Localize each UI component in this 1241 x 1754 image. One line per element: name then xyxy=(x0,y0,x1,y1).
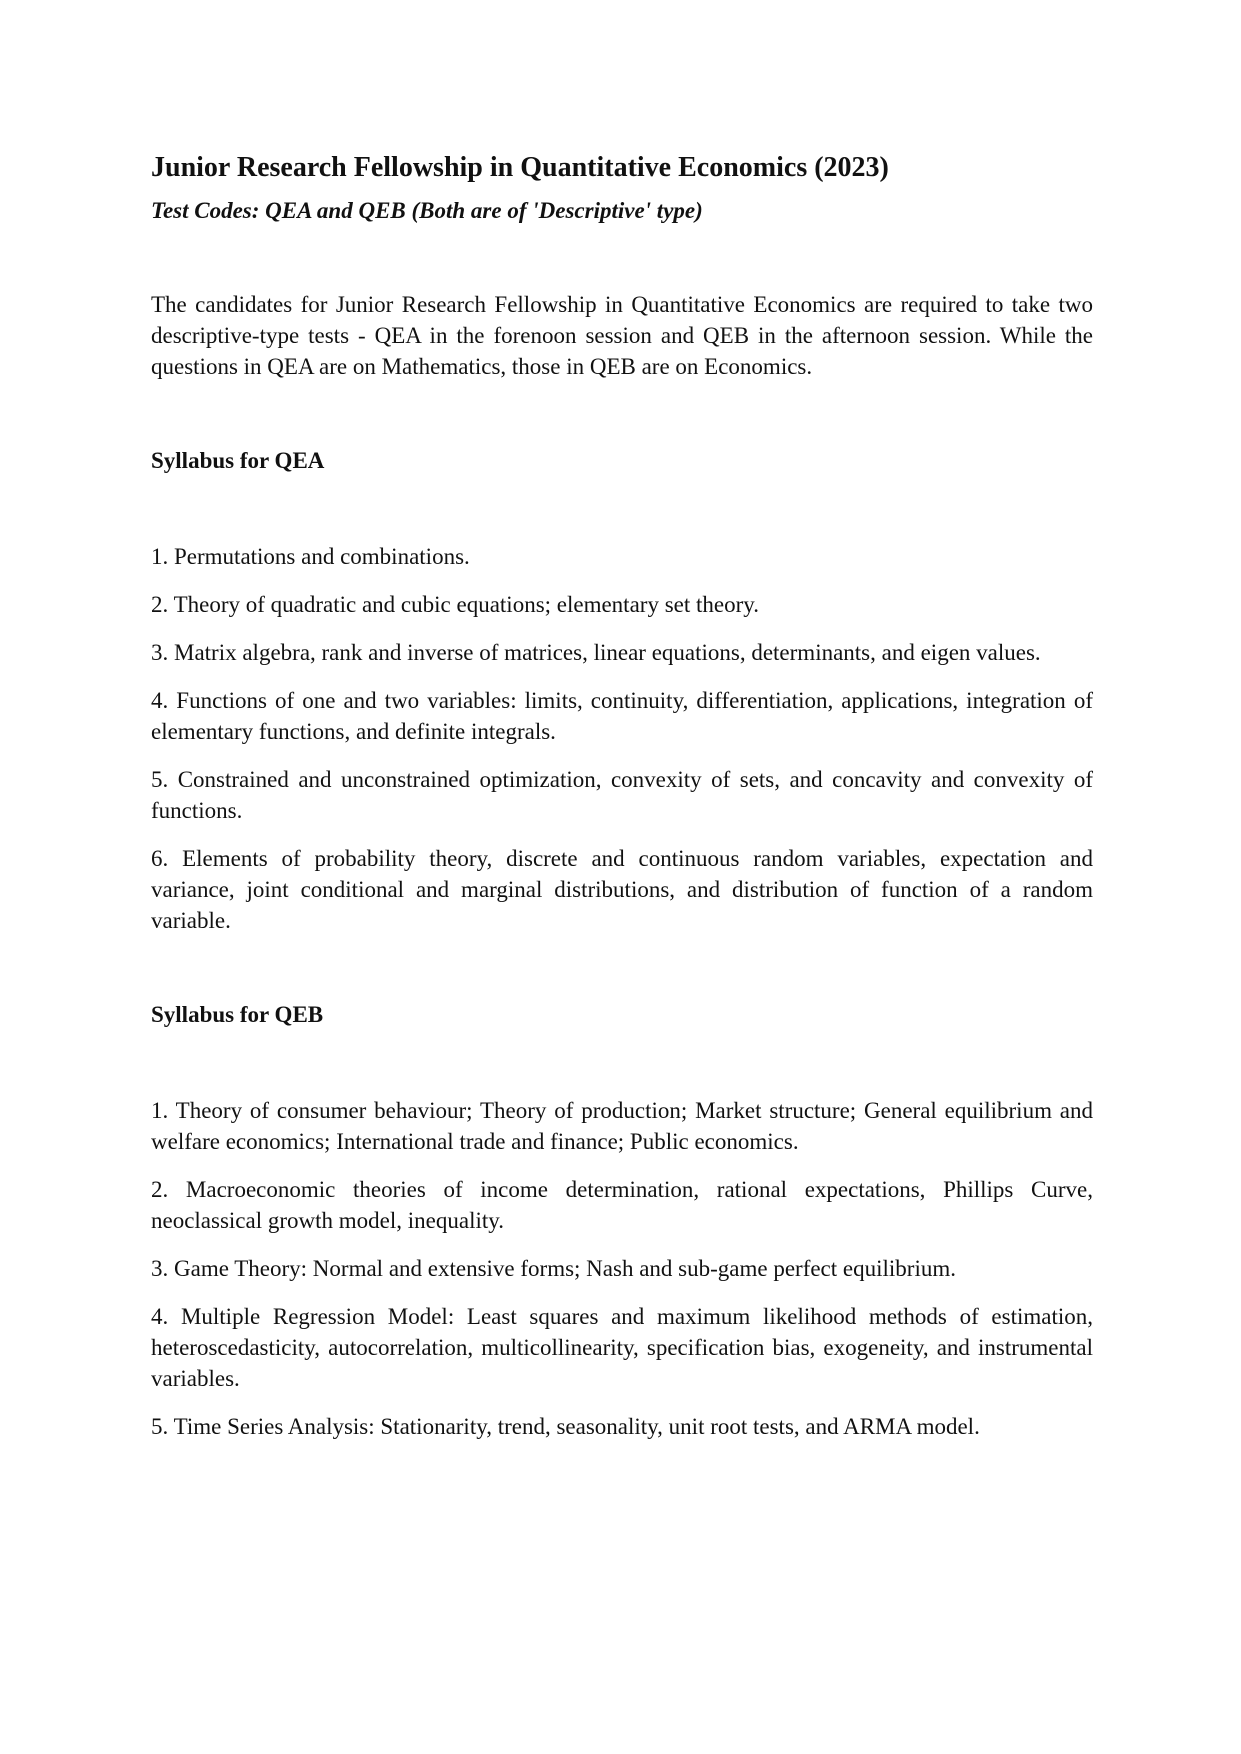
qea-item: 6. Elements of probability theory, discrete and continuous random variables, expectation and variance, joint conditional and marginal distributions, and distribution of function of a random variable. xyxy=(151,846,1093,933)
qea-syllabus-list xyxy=(151,541,1093,936)
qeb-item: 2. Macroeconomic theories of income determination, rational expectations, Phillips Curve, neoclassical growth model, inequality. xyxy=(151,1177,1093,1233)
qea-item: 3. Matrix algebra, rank and inverse of matrices, linear equations, determinants, and eigen values. xyxy=(151,640,1041,665)
intro-paragraph: The candidates for Junior Research Fellowship in Quantitative Economics are required to take two descriptive-type tests - QEA in the forenoon session and QEB in the afternoon session. While the questions in QEA are on Mathematics, those in QEB are on Economics. xyxy=(151,292,1093,379)
qeb-item: 3. Game Theory: Normal and extensive forms; Nash and sub-game perfect equilibrium. xyxy=(151,1256,956,1281)
document-title: Junior Research Fellowship in Quantitative Economics (2023) xyxy=(151,152,889,183)
qea-heading: Syllabus for QEA xyxy=(151,448,325,473)
qeb-syllabus-list xyxy=(151,1095,1093,1442)
qeb-item: 4. Multiple Regression Model: Least squares and maximum likelihood methods of estimation, heteroscedasticity, autocorrelation, multicollinearity, specification bias, exogeneity, and instrumental variables. xyxy=(151,1304,1093,1391)
qeb-heading: Syllabus for QEB xyxy=(151,1002,324,1027)
qea-item: 1. Permutations and combinations. xyxy=(151,544,470,569)
qeb-item: 1. Theory of consumer behaviour; Theory of production; Market structure; General equilibrium and welfare economics; International trade and finance; Public economics. xyxy=(151,1098,1093,1154)
qea-item: 4. Functions of one and two variables: limits, continuity, differentiation, applications, integration of elementary functions, and definite integrals. xyxy=(151,688,1093,744)
qeb-section xyxy=(151,1000,1093,1442)
qeb-item: 5. Time Series Analysis: Stationarity, trend, seasonality, unit root tests, and ARMA model. xyxy=(151,1414,980,1439)
document-page xyxy=(151,150,1093,1442)
qea-section xyxy=(151,446,1093,936)
qea-item: 2. Theory of quadratic and cubic equations; elementary set theory. xyxy=(151,592,760,617)
qea-item: 5. Constrained and unconstrained optimization, convexity of sets, and concavity and convexity of functions. xyxy=(151,767,1093,823)
document-subtitle: Test Codes: QEA and QEB (Both are of 'Descriptive' type) xyxy=(151,198,703,223)
